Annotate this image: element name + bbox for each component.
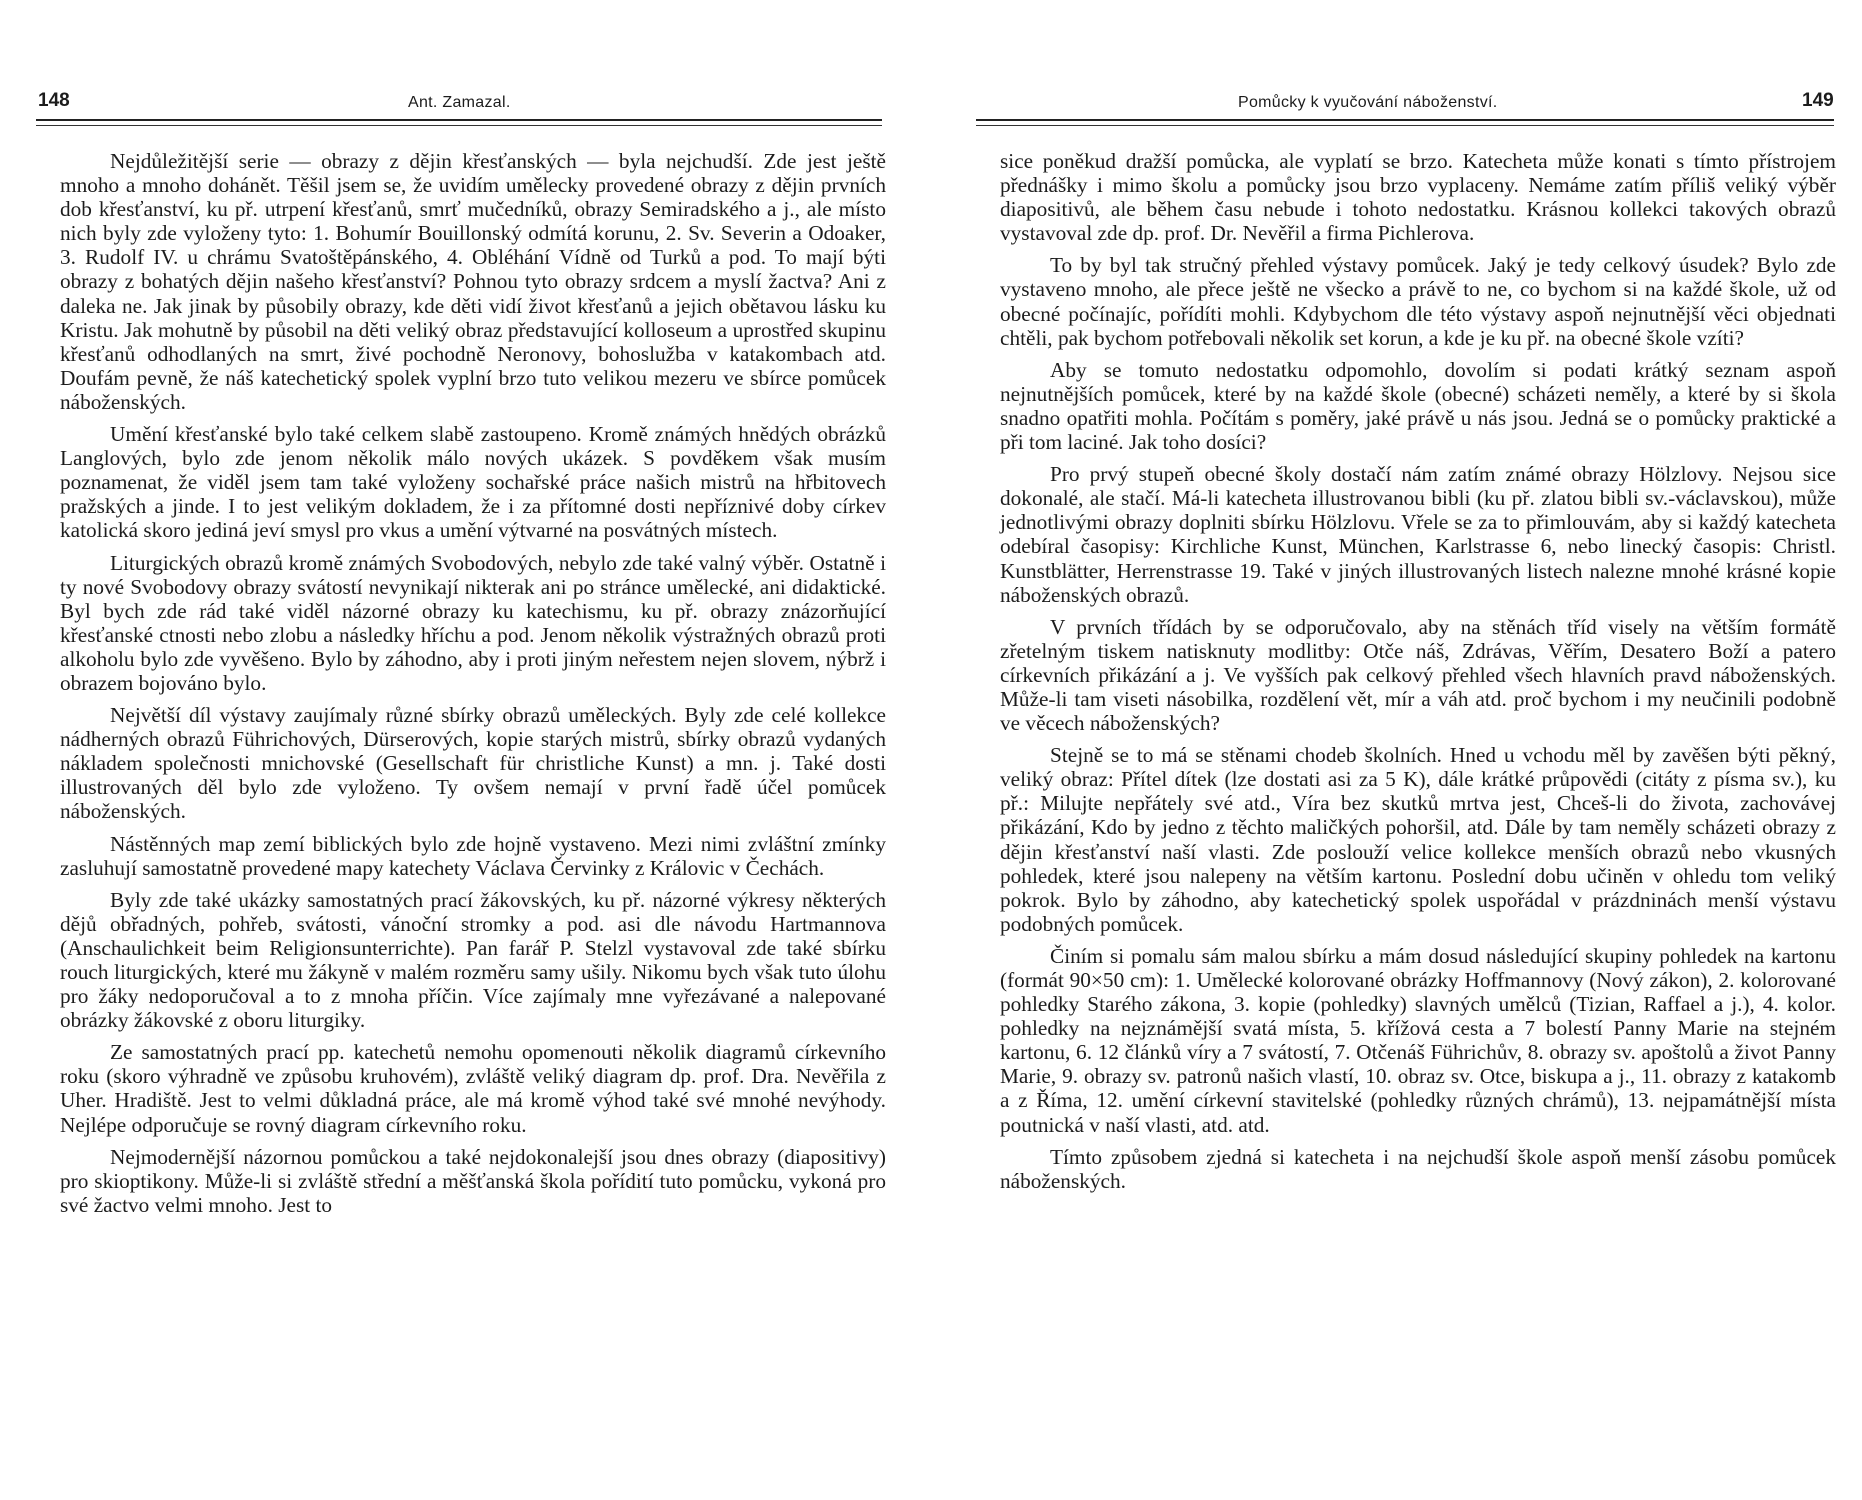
paragraph: Liturgických obrazů kromě známých Svobodových, nebylo zde také valný výběr. Ostatně i ty nové Svobodovy obrazy svátostí nevynikají nikterak ani po stránce umělecké, ani didaktické. Byl bych zde rád také viděl názorné obrazy ku katechismu, ku př. obrazy znázorňující křesťanské ctnosti nebo zlobu a následky hříchu a pod. Jenom několik výstražných obrazů proti alkoholu bylo zde vyvěšeno. Bylo by záhodno, aby i proti jiným neřestem nejen slovem, nýbrž i obrazem bojováno bylo. [60,550,886,695]
running-head: Ant. Zamazal. [408,94,511,111]
paragraph: V prvních třídách by se odporučovalo, aby na stěnách tříd visely na větším formátě zřetelným tiskem natisknuty modlitby: Otče náš, Zdrávas, Věřím, Desatero Boží a patero církevních přikázání a j. Ve vyšších pak celkový přehled všech hlavních pravd náboženských. Může-li tam viseti násobilka, rozdělení vět, mír a váh atd. proč bychom i my neučinili podobně ve věcech náboženských? [1000,614,1836,736]
paragraph: Činím si pomalu sám malou sbírku a mám dosud následující skupiny pohledek na kartonu (formát 90×50 cm): 1. Umělecké kolorované obrázky Hoffmannovy (Nový zákon), 2. kolorované pohledky Starého zákona, 3. kopie (pohledky) slavných umělců (Tizian, Raffael a j.), 4. kolor. pohledky na nejznámější svatá místa, 5. křížová cesta a 7 bolestí Panny Marie na stejném kartonu, 6. 12 článků víry a 7 svátostí, 7. Otčenáš Führichův, 8. obrazy sv. apoštolů a život Panny Marie, 9. obrazy sv. patronů našich vlastí, 10. obraz sv. Otce, biskupa a j., 11. obrazy z katakomb a z Říma, 12. umění církevní stavitelské (pohledky různých chrámů), 13. nejpamátnější místa poutnická v naší vlasti, atd. atd. [1000,943,1836,1137]
paragraph: Ze samostatných prací pp. katechetů nemohu opomenouti několik diagramů církevního roku (skoro výhradně ve způsobu kruhovém), zvláště veliký diagram dp. prof. Dra. Nevěřila z Uher. Hradiště. Jest to velmi důkladná práce, ale má kromě výhod také své mnohé nevýhody. Nejlépe odporučuje se rovný diagram církevního roku. [60,1040,886,1137]
body-text [60,149,886,1217]
paragraph: Největší díl výstavy zaujímaly různé sbírky obrazů uměleckých. Byly zde celé kollekce nádherných obrazů Führichových, Dürserových, kopie starých mistrů, sbírky obrazů vydaných nákladem společnosti mnichovské (Gesellschaft für christliche Kunst) a mn. j. Také dosti illustrovaných děl bylo zde vyloženo. Ty ovšem nemají v první řadě účel pomůcek náboženských. [60,703,886,824]
paragraph: Nástěnných map zemí biblických bylo zde hojně vystaveno. Mezi nimi zvláštní zmínky zasluhují samostatně provedené mapy katechety Václava Červinky z Královic v Čechách. [60,831,886,880]
paragraph: Stejně se to má se stěnami chodeb školních. Hned u vchodu měl by zavěšen býti pěkný, veliký obraz: Přítel dítek (lze dostati asi za 5 K), dále krátké průpovědi (citáty z písma sv.), ku př.: Milujte nepřátely své atd., Víra bez skutků mrtva jest, Chceš-li do života, zachovávej přikázání, Kdo by jedno z těchto maličkých pohoršil, atd. Dále by tam neměly scházeti obrazy z dějin křesťanství naší vlasti. Zde poslouží velice kollekce menších obrazů nebo vkusných pohledek, které jsou nalepeny na větším kartonu. Poslední dobu učiněn v ohledu tom veliký pokrok. Bylo by záhodno, aby katechetický spolek uspořádal v prázdninách menší výstavu podobných pomůcek. [1000,743,1836,936]
right-page [952,0,1862,1500]
paragraph: Pro prvý stupeň obecné školy dostačí nám zatím známé obrazy Hölzlovy. Nejsou sice dokonalé, ale stačí. Má-li katecheta illustrovanou bibli (ku př. zlatou bibli sv.-václavskou), může jednotlivými obrazy doplniti sbírku Hölzlovu. Vřele se za to přimlouvám, aby si každý katecheta odebíral časopisy: Kirchliche Kunst, München, Karlstrasse 6, nebo linecký časopis: Christl. Kunstblätter, Herrenstrasse 19. Také v jiných illustrovaných listech nalezne mnohé krásné kopie náboženských obrazů. [1000,462,1836,607]
paragraph: To by byl tak stručný přehled výstavy pomůcek. Jaký je tedy celkový úsudek? Bylo zde vystaveno mnoho, ale přece ještě ne všecko a právě to ne, co bychom si na každé škole, už od obecné počínajíc, pořídíti mohli. Kdybychom dle této výstavy aspoň nejnutnější věci objednati chtěli, pak bychom potřebovali několik set korun, a kde je ku př. na obecné škole vzíti? [1000,253,1836,350]
paragraph: Umění křesťanské bylo také celkem slabě zastoupeno. Kromě známých hnědých obrázků Langlových, bylo zde jenom několik málo nových ukázek. S povděkem však musím poznamenat, že viděl jsem tam také vyloženy sochařské práce našich mistrů na hřbitovech pražských a jinde. I to jest velikým dokladem, že i za přítomné dosti nepříznivé doby církev katolická skoro jediná jeví smysl pro vkus a umění výtvarné na posvátných místech. [60,422,886,543]
paragraph: Tímto způsobem zjedná si katecheta i na nejchudší škole aspoň menší zásobu pomůcek náboženských. [1000,1144,1836,1193]
paragraph: Aby se tomuto nedostatku odpomohlo, dovolím si podati krátký seznam aspoň nejnutnějších pomůcek, které by na každé škole (obecné) scházeti neměly, a které by si škola snadno opatřiti mohla. Počítám s poměry, jaké právě u nás jsou. Jedná se o pomůcky praktické a při tom laciné. Jak toho dosíci? [1000,357,1836,455]
paragraph: Nejdůležitější serie — obrazy z dějin křesťanských — byla nejchudší. Zde jest ještě mnoho a mnoho dohánět. Těšil jsem se, že uvidím umělecky provedené obrazy z dějin prvních dob křesťanství, ku př. utrpení křesťanů, smrť mučedníků, obrazy Semiradského a j., ale místo nich byly zde vyloženy tyto: 1. Bohumír Bouillonský odmítá korunu, 2. Sv. Severin a Odoaker, 3. Rudolf IV. u chrámu Svatoštěpánského, 4. Obléhání Vídně od Turků a pod. To mají býti obrazy z bohatých dějin našeho křesťanství? Pohnou tyto obrazy srdcem a myslí žactva? Ani z daleka ne. Jak jinak by působily obrazy, kde děti vidí život křesťanů a jejich obětavou lásku ku Kristu. Jak mohutně by působil na děti veliký obraz představující kolloseum a uprostřed skupinu křesťanů odhodlaných na smrt, živé pochodně Neronovy, bohoslužba v katakombach atd. Doufám pevně, že náš katechetický spolek vyplní brzo tuto velikou mezeru ve sbírce pomůcek náboženských. [60,149,886,414]
paragraph: sice poněkud dražší pomůcka, ale vyplatí se brzo. Katecheta může konati s tímto přístrojem přednášky i mimo školu a pomůcky jsou brzo vyplaceny. Nemáme zatím příliš veliký výběr diapositivů, ale během času nebude i tohoto nedostatku. Krásnou kollekci takových obrazů vystavoval zde dp. prof. Dr. Nevěřil a firma Pichlerova. [1000,149,1836,246]
paragraph: Nejmodernější názornou pomůckou a také nejdokonalejší jsou dnes obrazy (diapositivy) pro skioptikony. Může-li si zvláště střední a měšťanská škola pořídití tuto pomůcku, vykoná pro své žactvo velmi mnoho. Jest to [60,1144,886,1217]
header-rule [36,119,882,121]
body-text [1000,149,1836,1193]
running-head: Pomůcky k vyučování náboženství. [1238,94,1498,111]
header-rule-thin [36,125,882,126]
left-page [0,0,910,1500]
page-number: 148 [38,90,70,111]
page-number: 149 [1802,90,1834,111]
paragraph: Byly zde také ukázky samostatných prací žákovských, ku př. názorné výkresy některých dějů obřadných, pohřeb, svátosti, vánoční stromky a pod. asi dle návodu Hartmannova (Anschaulichkeit beim Religionsunterrichte). Pan farář P. Stelzl vystavoval zde také sbírku rouch liturgických, které mu žákyně v malém rozměru samy ušily. Nikomu bych však tuto úlohu pro žáky nedoporučoval a to z mnoha příčin. Více zajímaly mne vyřezávané a nalepované obrázky žákovské z oboru liturgiky. [60,887,886,1033]
header-rule [976,119,1834,121]
header-rule-thin [976,125,1834,126]
